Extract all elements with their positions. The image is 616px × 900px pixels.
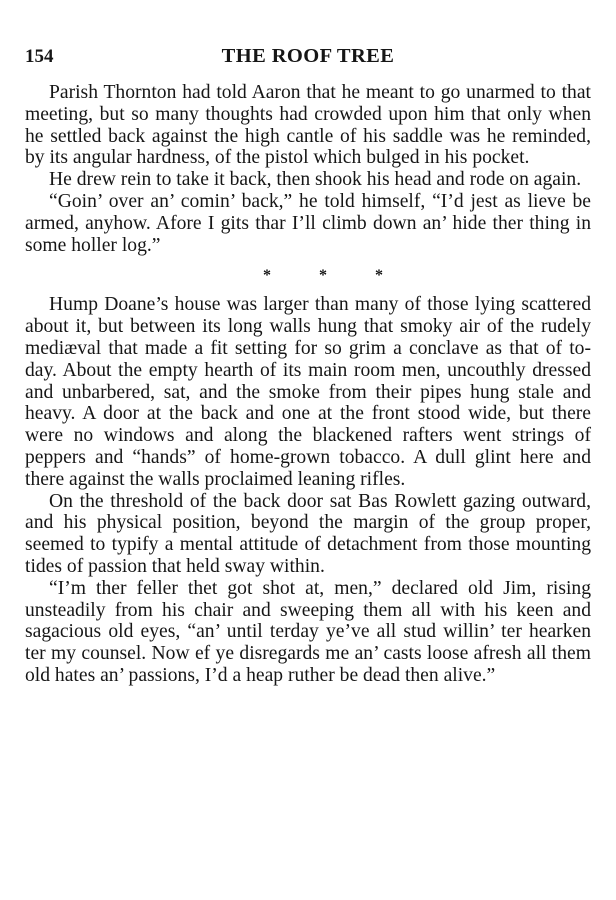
paragraph: Parish Thornton had told Aaron that he meant to go unarmed to that meeting, but so many thoughts had crowded upon him that only when he settled back against the high cantle of his saddle was he reminded, by its angular hardness, of the pistol which bulged in his pocket.	[25, 82, 591, 169]
paragraph: He drew rein to take it back, then shook his head and rode on again.	[49, 169, 582, 191]
paragraph: On the threshold of the back door sat Bas Rowlett gazing outward, and his physical position, beyond the margin of the group proper, seemed to typify a mental attitude of detachment from those mounting tides of passion that held sway within.	[25, 490, 591, 577]
paragraph: “Goin’ over an’ comin’ back,” he told himself, “I’d jest as lieve be armed, anyhow. Afore I gits thar I’ll climb down an’ hide ther thing in some holler log.”	[25, 190, 591, 256]
section-break-asterisk: *	[319, 267, 327, 285]
section-break	[25, 265, 591, 286]
body-text	[25, 82, 591, 687]
paragraph: “I’m ther feller thet got shot at, men,” declared old Jim, rising unsteadily from his chair and sweeping them all with his keen and sagacious old eyes, “an’ until terday ye’ve all stud willin’ ter hearken ter my counsel. Now ef ye disregards me an’ casts loose afresh all them old hates an’ passions, I’d a heap ruther be dead then alive.”	[25, 577, 591, 686]
book-page	[25, 40, 591, 687]
paragraph: Hump Doane’s house was larger than many of those lying scattered about it, but between its long walls hung that smoky air of the rudely mediæval that made a fit setting for so grim a conclave as that of to-day. About the empty hearth of its main room men, uncouthly dressed and unbarbered, sat, and the smoke from their pipes hung stale and heavy. A door at the back and one at the front stood wide, but there were no windows and along the blackened rafters went strings of peppers and “hands” of home-grown tobacco. A dull glint here and there against the walls proclaimed leaning rifles.	[25, 294, 591, 490]
page-number: 154	[25, 46, 54, 67]
section-break-asterisk: *	[375, 267, 383, 285]
section-break-asterisk: *	[263, 267, 271, 285]
running-title: THE ROOF TREE	[221, 45, 395, 67]
page-header	[25, 40, 591, 68]
